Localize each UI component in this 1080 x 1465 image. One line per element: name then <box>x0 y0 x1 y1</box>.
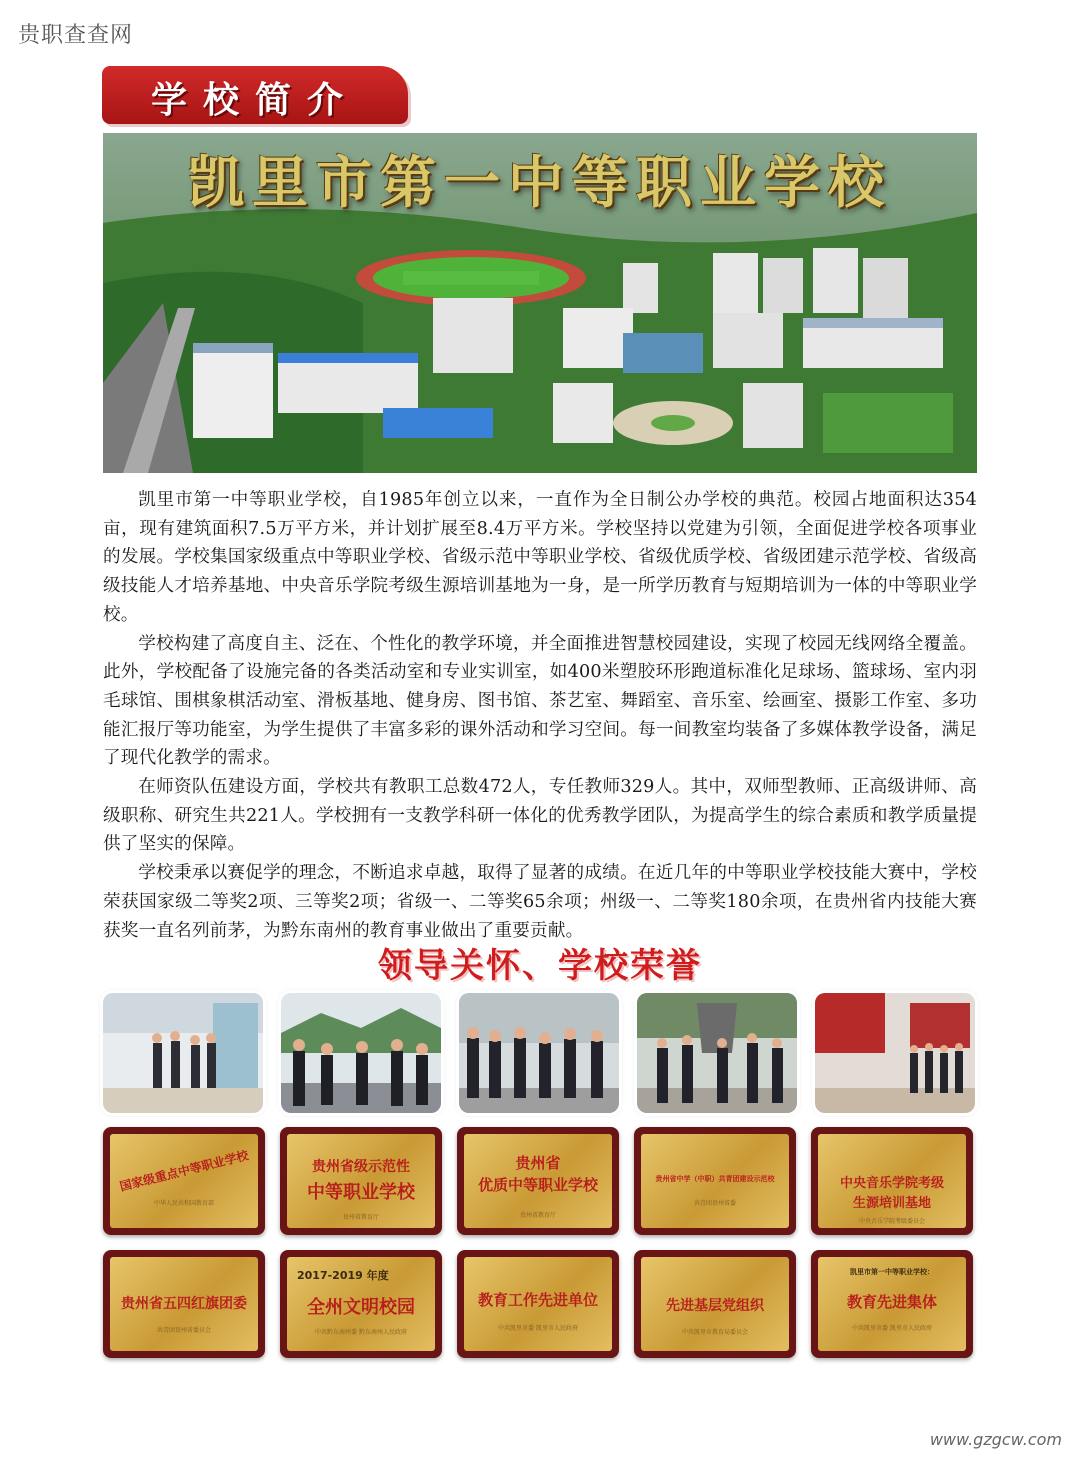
plaque-title: 国家级重点中等职业学校 <box>118 1148 250 1194</box>
plaque-title-line2: 优质中等职业学校 <box>477 1176 598 1194</box>
plaque-title: 全州文明校园 <box>307 1297 415 1318</box>
plaque-title-line2: 生源培训基地 <box>852 1196 931 1211</box>
plaque-title: 教育工作先进单位 <box>477 1291 598 1309</box>
honor-plaque <box>103 1127 265 1235</box>
plaque-issuer: 中共凯里市委 凯里市人民政府 <box>498 1325 578 1332</box>
honor-plaque <box>457 1250 619 1358</box>
plaque-issuer: 贵州省教育厅 <box>519 1212 556 1219</box>
intro-text <box>103 486 977 945</box>
aerial-title: 凯里市第一中等职业学校 <box>188 150 892 216</box>
visit-photo <box>103 993 263 1113</box>
section-title-honors: 领导关怀、学校荣誉 <box>378 946 702 986</box>
intro-paragraph: 学校构建了高度自主、泛在、个性化的教学环境，并全面推进智慧校园建设，实现了校园无线网络全覆盖。此外，学校配备了设施完备的各类活动室和专业实训室，如400米塑胶环形跑道标准化足球场、篮球场、室内羽毛球馆、围棋象棋活动室、滑板基地、健身房、图书馆、茶艺室、舞蹈室、音乐室、绘画室、摄影工作室、多功能汇报厅等功能室，为学生提供了丰富多彩的课外活动和学习空间。每一间教室均装备了多媒体教学设备，满足了现代化教学的需求。 <box>103 633 977 769</box>
plaque-recipient: 凯里市第一中等职业学校： <box>850 1268 934 1276</box>
aerial-photo <box>103 133 977 473</box>
watermark: www.gzgcw.com <box>929 1430 1062 1449</box>
visit-photo <box>637 993 797 1113</box>
plaque-issuer: 中共黔东南州委 黔东南州人民政府 <box>315 1329 407 1336</box>
honor-plaque <box>103 1250 265 1358</box>
visit-photo <box>281 993 441 1113</box>
plaque-title: 贵州省级示范性 <box>312 1159 410 1175</box>
plaque-issuer: 共青团贵州省委员会 <box>156 1327 211 1334</box>
honor-plaque <box>280 1127 442 1235</box>
plaque-issuer: 贵州省教育厅 <box>342 1214 379 1221</box>
honor-plaque <box>811 1127 973 1235</box>
plaque-title: 贵州省中学（中职）共青团建设示范校 <box>655 1175 775 1183</box>
plaque-issuer: 中共凯里市委 凯里市人民政府 <box>852 1325 932 1332</box>
intro-paragraph: 学校秉承以赛促学的理念，不断追求卓越，取得了显著的成绩。在近几年的中等职业学校技能大赛中，学校荣获国家级二等奖2项、三等奖2项；省级一、二等奖65余项；州级一、二等奖180余项，在贵州省内技能大赛获奖一直名列前茅，为黔东南州的教育事业做出了重要贡献。 <box>103 863 977 941</box>
plaque-title: 教育先进集体 <box>846 1293 937 1311</box>
honor-plaque <box>457 1127 619 1235</box>
plaque-issuer: 中华人民共和国教育部 <box>153 1200 214 1207</box>
plaque-title-line2: 中等职业学校 <box>307 1182 415 1203</box>
plaque-issuer: 共青团贵州省委 <box>693 1200 736 1207</box>
visit-photo <box>459 993 619 1113</box>
plaque-year: 2017-2019 年度 <box>297 1269 389 1282</box>
honor-plaque <box>634 1250 796 1358</box>
honor-plaque <box>634 1127 796 1235</box>
leader-visit-photos <box>103 993 977 1115</box>
visit-photo <box>815 993 975 1113</box>
plaque-title: 贵州省五四红旗团委 <box>121 1296 247 1312</box>
intro-paragraph: 在师资队伍建设方面，学校共有教职工总数472人，专任教师329人。其中，双师型教师、正高级讲师、高级职称、研究生共221人。学校拥有一支教学科研一体化的优秀教学团队，为提高学生的综合素质和教学质量提供了坚实的保障。 <box>103 777 977 855</box>
honor-plaque <box>280 1250 442 1358</box>
plaque-issuer: 中共凯里市教育局委员会 <box>681 1329 748 1336</box>
section-banner <box>102 66 408 124</box>
banner-title: 学校简介 <box>150 80 359 121</box>
plaque-title: 贵州省 <box>515 1154 561 1172</box>
plaque-title: 先进基层党组织 <box>666 1298 764 1314</box>
site-name: 贵职查查网 <box>18 23 134 48</box>
plaque-issuer: 中央音乐学院考级委员会 <box>858 1218 925 1225</box>
intro-paragraph: 凯里市第一中等职业学校，自1985年创立以来，一直作为全日制公办学校的典范。校园占地面积达354亩，现有建筑面积7.5万平方米，并计划扩展至8.4万平方米。学校坚持以党建为引领，全面促进学校各项事业的发展。学校集国家级重点中等职业学校、省级示范中等职业学校、省级优质学校、省级团建示范学校、省级高级技能人才培养基地、中央音乐学院考级生源培训基地为一身，是一所学历教育与短期培训为一体的中等职业学校。 <box>103 490 977 625</box>
honor-plaque <box>811 1250 973 1358</box>
plaque-title: 中央音乐学院考级 <box>839 1176 944 1191</box>
